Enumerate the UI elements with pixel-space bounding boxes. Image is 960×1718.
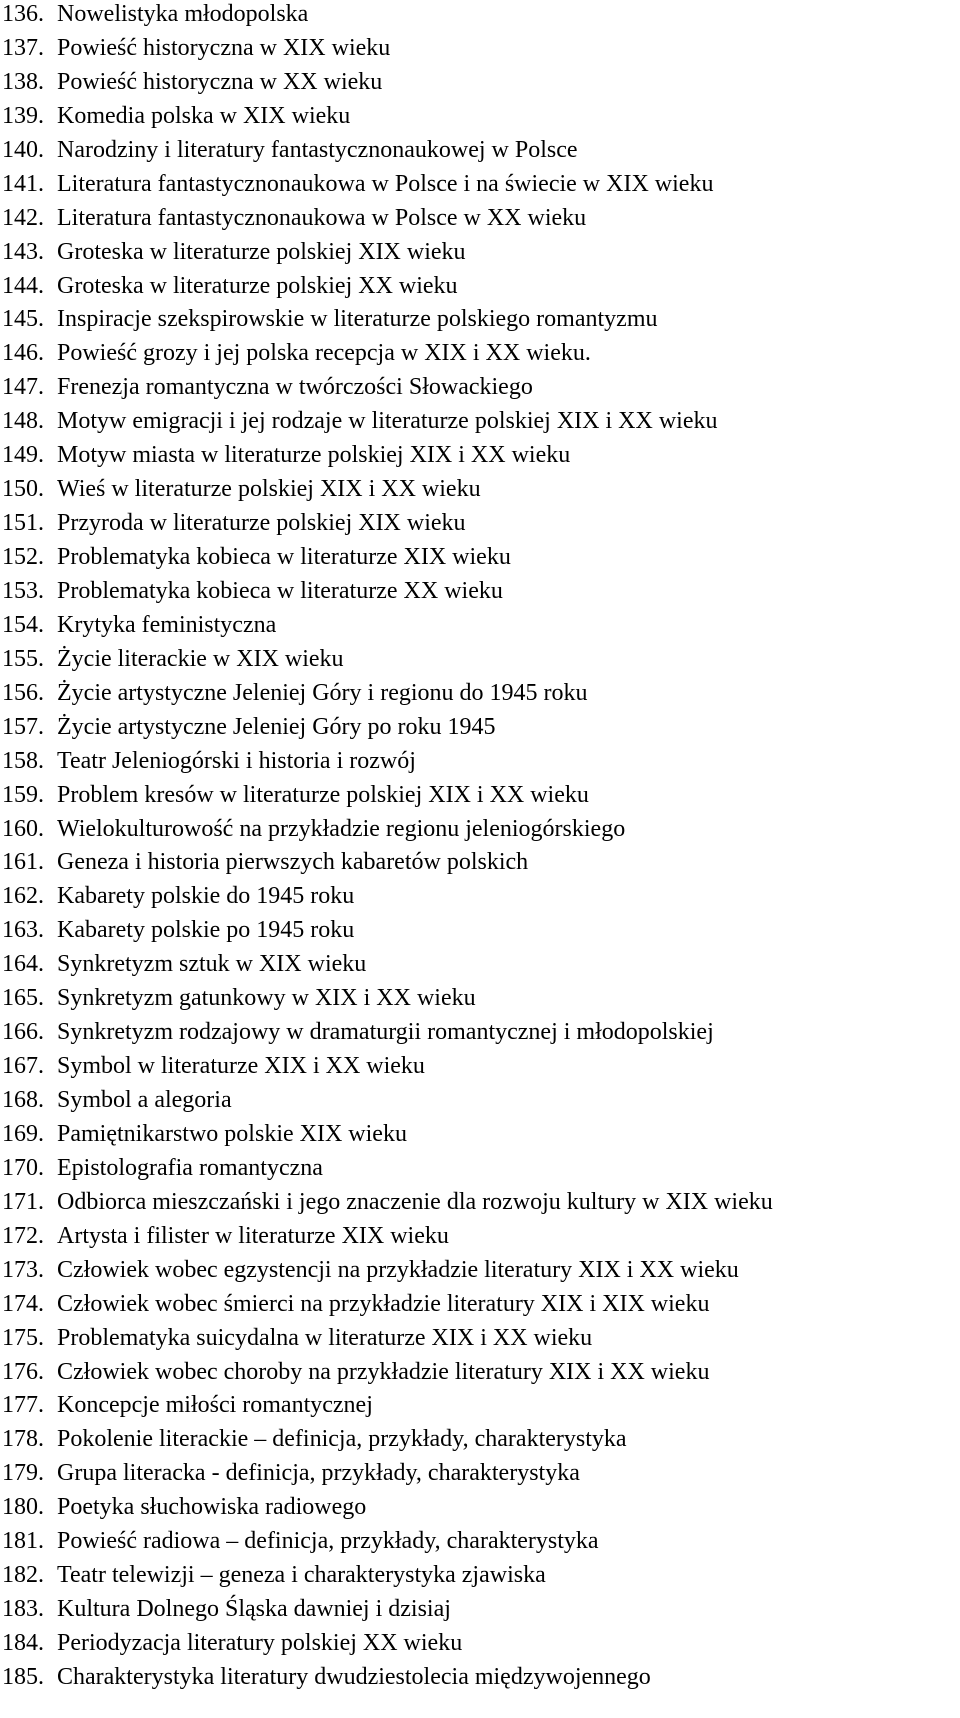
item-number: 146.	[2, 340, 44, 367]
list-item	[2, 1120, 773, 1154]
item-number: 155.	[2, 645, 44, 672]
list-item	[2, 475, 773, 509]
list-item	[2, 1663, 773, 1697]
item-number: 161.	[2, 849, 44, 876]
list-item	[2, 882, 773, 916]
item-title: Wielokulturowość na przykładzie regionu jeleniogórskiego	[57, 815, 626, 842]
list-item	[2, 815, 773, 849]
item-title: Nowelistyka młodopolska	[57, 1, 309, 27]
item-number: 181.	[2, 1528, 44, 1555]
list-item	[2, 407, 773, 441]
item-number: 170.	[2, 1154, 44, 1181]
item-title: Krytyka feministyczna	[57, 611, 277, 638]
list-item	[2, 543, 773, 577]
item-title: Kultura Dolnego Śląska dawniej i dzisiaj	[57, 1596, 451, 1623]
list-item	[2, 1629, 773, 1663]
item-number: 174.	[2, 1290, 44, 1317]
list-item	[2, 1391, 773, 1425]
item-number: 147.	[2, 374, 44, 401]
item-title: Kabarety polskie do 1945 roku	[57, 883, 355, 910]
list-item	[2, 1493, 773, 1527]
item-number: 142.	[2, 204, 44, 231]
item-number: 150.	[2, 476, 44, 503]
item-title: Pamiętnikarstwo polskie XIX wieku	[57, 1120, 407, 1147]
item-title: Życie artystyczne Jeleniej Góry i regionu do 1945 roku	[57, 679, 588, 706]
item-number: 175.	[2, 1324, 44, 1351]
item-title: Periodyzacja literatury polskiej XX wieku	[57, 1630, 463, 1656]
list-item	[2, 950, 773, 984]
item-number: 178.	[2, 1426, 44, 1453]
item-title: Problematyka suicydalna w literaturze XIX i XX wieku	[57, 1324, 593, 1351]
item-number: 162.	[2, 883, 44, 910]
item-number: 138.	[2, 68, 44, 95]
item-title: Artysta i filister w literaturze XIX wieku	[57, 1222, 449, 1249]
item-number: 151.	[2, 510, 44, 537]
item-title: Problem kresów w literaturze polskiej XIX i XX wieku	[57, 781, 589, 808]
item-title: Przyroda w literaturze polskiej XIX wieku	[57, 510, 466, 537]
list-item	[2, 1256, 773, 1290]
item-title: Synkretyzm gatunkowy w XIX i XX wieku	[57, 985, 476, 1012]
list-item	[2, 1527, 773, 1561]
item-number: 143.	[2, 238, 44, 265]
item-number: 166.	[2, 1019, 44, 1046]
item-number: 141.	[2, 170, 44, 197]
list-item	[2, 713, 773, 747]
list-item	[2, 272, 773, 306]
item-number: 145.	[2, 306, 44, 333]
list-item	[2, 1290, 773, 1324]
item-number: 144.	[2, 272, 44, 299]
item-title: Geneza i historia pierwszych kabaretów polskich	[57, 849, 529, 876]
item-title: Poetyka słuchowiska radiowego	[57, 1494, 367, 1521]
item-title: Inspiracje szekspirowskie w literaturze polskiego romantyzmu	[57, 306, 658, 333]
list-item	[2, 373, 773, 407]
item-title: Symbol w literaturze XIX i XX wieku	[57, 1053, 425, 1080]
item-title: Synkretyzm sztuk w XIX wieku	[57, 951, 367, 978]
item-number: 184.	[2, 1630, 44, 1656]
item-title: Człowiek wobec egzystencji na przykładzie literatury XIX i XX wieku	[57, 1256, 739, 1283]
list-item	[2, 848, 773, 882]
item-title: Narodziny i literatury fantastycznonaukowej w Polsce	[57, 136, 578, 163]
item-title: Człowiek wobec śmierci na przykładzie literatury XIX i XIX wieku	[57, 1290, 710, 1317]
item-number: 167.	[2, 1053, 44, 1080]
list-item	[2, 1018, 773, 1052]
item-title: Symbol a alegoria	[57, 1087, 232, 1113]
list-item	[2, 441, 773, 475]
list-item	[2, 916, 773, 950]
list-item	[2, 509, 773, 543]
item-title: Powieść historyczna w XIX wieku	[57, 34, 391, 61]
item-title: Literatura fantastycznonaukowa w Polsce i na świecie w XIX wieku	[57, 170, 714, 197]
item-title: Problematyka kobieca w literaturze XIX wieku	[57, 544, 511, 570]
item-number: 172.	[2, 1222, 44, 1249]
item-number: 149.	[2, 442, 44, 469]
item-title: Groteska w literaturze polskiej XX wieku	[57, 272, 458, 299]
item-number: 168.	[2, 1087, 44, 1113]
list-item	[2, 984, 773, 1018]
item-title: Charakterystyka literatury dwudziestolecia międzywojennego	[57, 1663, 651, 1690]
item-title: Powieść grozy i jej polska recepcja w XIX i XX wieku.	[57, 340, 591, 367]
list-item	[2, 1052, 773, 1086]
item-number: 136.	[2, 1, 44, 27]
item-title: Motyw emigracji i jej rodzaje w literaturze polskiej XIX i XX wieku	[57, 408, 718, 435]
item-title: Komedia polska w XIX wieku	[57, 102, 351, 129]
list-item	[2, 68, 773, 102]
item-title: Życie literackie w XIX wieku	[57, 645, 344, 672]
item-number: 140.	[2, 136, 44, 163]
item-number: 160.	[2, 815, 44, 842]
item-number: 148.	[2, 408, 44, 435]
list-item	[2, 0, 773, 34]
item-number: 183.	[2, 1596, 44, 1623]
item-number: 185.	[2, 1663, 44, 1690]
item-number: 152.	[2, 544, 44, 570]
list-item	[2, 747, 773, 781]
item-title: Synkretyzm rodzajowy w dramaturgii romantycznej i młodopolskiej	[57, 1019, 714, 1046]
list-item	[2, 1595, 773, 1629]
item-title: Powieść historyczna w XX wieku	[57, 68, 383, 95]
item-number: 139.	[2, 102, 44, 129]
list-item	[2, 34, 773, 68]
item-title: Człowiek wobec choroby na przykładzie literatury XIX i XX wieku	[57, 1358, 710, 1385]
item-title: Wieś w literaturze polskiej XIX i XX wieku	[57, 476, 481, 503]
list-item	[2, 238, 773, 272]
list-item	[2, 1086, 773, 1120]
item-title: Grupa literacka - definicja, przykłady, charakterystyka	[57, 1460, 580, 1487]
list-item	[2, 577, 773, 611]
item-number: 176.	[2, 1358, 44, 1385]
item-number: 171.	[2, 1188, 44, 1215]
item-title: Frenezja romantyczna w twórczości Słowackiego	[57, 374, 533, 401]
list-item	[2, 645, 773, 679]
item-number: 182.	[2, 1562, 44, 1589]
item-title: Życie artystyczne Jeleniej Góry po roku 1945	[57, 713, 496, 740]
item-title: Odbiorca mieszczański i jego znaczenie dla rozwoju kultury w XIX wieku	[57, 1188, 773, 1215]
item-number: 179.	[2, 1460, 44, 1487]
item-number: 180.	[2, 1494, 44, 1521]
item-title: Teatr Jeleniogórski i historia i rozwój	[57, 747, 416, 774]
item-number: 165.	[2, 985, 44, 1012]
list-item	[2, 305, 773, 339]
item-title: Kabarety polskie po 1945 roku	[57, 917, 355, 944]
item-number: 154.	[2, 611, 44, 638]
list-item	[2, 1154, 773, 1188]
item-number: 164.	[2, 951, 44, 978]
item-number: 173.	[2, 1256, 44, 1283]
item-number: 158.	[2, 747, 44, 774]
list-item	[2, 1425, 773, 1459]
item-title: Motyw miasta w literaturze polskiej XIX i XX wieku	[57, 442, 571, 469]
item-number: 157.	[2, 713, 44, 740]
item-number: 163.	[2, 917, 44, 944]
item-number: 169.	[2, 1120, 44, 1147]
item-title: Powieść radiowa – definicja, przykłady, charakterystyka	[57, 1528, 599, 1555]
list-item	[2, 781, 773, 815]
list-item	[2, 204, 773, 238]
list-item	[2, 1561, 773, 1595]
item-title: Literatura fantastycznonaukowa w Polsce w XX wieku	[57, 204, 587, 231]
item-title: Groteska w literaturze polskiej XIX wieku	[57, 238, 466, 265]
list-item	[2, 102, 773, 136]
item-number: 177.	[2, 1392, 44, 1419]
item-title: Teatr telewizji – geneza i charakterystyka zjawiska	[57, 1562, 546, 1589]
list-item	[2, 1358, 773, 1392]
item-number: 159.	[2, 781, 44, 808]
list-item	[2, 679, 773, 713]
item-number: 153.	[2, 577, 44, 604]
item-title: Pokolenie literackie – definicja, przykłady, charakterystyka	[57, 1426, 627, 1453]
list-item	[2, 1188, 773, 1222]
list-item	[2, 136, 773, 170]
list-item	[2, 1222, 773, 1256]
topic-list	[2, 0, 773, 1697]
item-number: 156.	[2, 679, 44, 706]
list-item	[2, 339, 773, 373]
list-item	[2, 1324, 773, 1358]
list-item	[2, 170, 773, 204]
list-item	[2, 1459, 773, 1493]
item-title: Koncepcje miłości romantycznej	[57, 1392, 373, 1419]
item-number: 137.	[2, 34, 44, 61]
item-title: Problematyka kobieca w literaturze XX wieku	[57, 577, 503, 604]
item-title: Epistolografia romantyczna	[57, 1154, 323, 1181]
list-item	[2, 611, 773, 645]
